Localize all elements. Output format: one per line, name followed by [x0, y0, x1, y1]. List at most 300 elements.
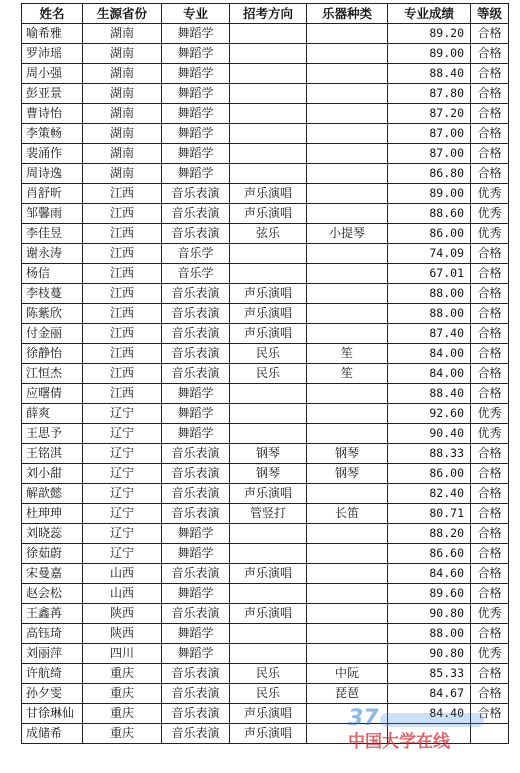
student-name-cell: 刘晓蕊: [22, 524, 83, 544]
grade-cell: 优秀: [471, 404, 509, 424]
instrument-cell: [307, 484, 388, 504]
major-cell: 音乐表演: [162, 284, 230, 304]
student-name-cell: 周小强: [22, 64, 83, 84]
exam-direction-cell: [230, 64, 307, 84]
score-table: [21, 3, 509, 744]
table-row: [22, 404, 509, 424]
col-province-header: 生源省份: [83, 4, 162, 24]
exam-direction-cell: [230, 384, 307, 404]
major-cell: 舞蹈学: [162, 24, 230, 44]
grade-cell: 合格: [471, 64, 509, 84]
exam-direction-cell: [230, 584, 307, 604]
major-cell: 音乐表演: [162, 504, 230, 524]
student-name-cell: 付金丽: [22, 324, 83, 344]
grade-cell: 合格: [471, 344, 509, 364]
exam-direction-cell: [230, 164, 307, 184]
grade-cell: 优秀: [471, 604, 509, 624]
score-cell: 85.33: [388, 664, 471, 684]
instrument-cell: [307, 264, 388, 284]
exam-direction-cell: 管竖打: [230, 504, 307, 524]
instrument-cell: [307, 84, 388, 104]
grade-cell: 优秀: [471, 424, 509, 444]
table-row: [22, 484, 509, 504]
instrument-cell: [307, 24, 388, 44]
province-cell: 辽宁: [83, 444, 162, 464]
exam-direction-cell: [230, 44, 307, 64]
major-cell: 舞蹈学: [162, 424, 230, 444]
score-cell: 84.00: [388, 364, 471, 384]
exam-direction-cell: [230, 84, 307, 104]
major-cell: 舞蹈学: [162, 524, 230, 544]
exam-direction-cell: 声乐演唱: [230, 184, 307, 204]
student-name-cell: 徐茹蔚: [22, 544, 83, 564]
grade-cell: 优秀: [471, 644, 509, 664]
score-cell: 84.60: [388, 564, 471, 584]
major-cell: 舞蹈学: [162, 404, 230, 424]
instrument-cell: [307, 104, 388, 124]
exam-direction-cell: [230, 404, 307, 424]
major-cell: 音乐表演: [162, 704, 230, 724]
exam-direction-cell: 弦乐: [230, 224, 307, 244]
student-name-cell: 杜珅珅: [22, 504, 83, 524]
province-cell: 湖南: [83, 124, 162, 144]
exam-direction-cell: [230, 424, 307, 444]
province-cell: 陕西: [83, 604, 162, 624]
score-cell: 90.80: [388, 604, 471, 624]
score-cell: 88.60: [388, 204, 471, 224]
grade-cell: 合格: [471, 684, 509, 704]
col-score-header: 专业成绩: [388, 4, 471, 24]
table-row: [22, 644, 509, 664]
province-cell: 湖南: [83, 24, 162, 44]
student-name-cell: 喻希雅: [22, 24, 83, 44]
province-cell: 江西: [83, 304, 162, 324]
score-cell: 88.33: [388, 444, 471, 464]
score-cell: 89.60: [388, 584, 471, 604]
instrument-cell: [307, 604, 388, 624]
grade-cell: 合格: [471, 704, 509, 724]
score-cell: 84.40: [388, 704, 471, 724]
instrument-cell: 中阮: [307, 664, 388, 684]
province-cell: 辽宁: [83, 524, 162, 544]
score-cell: 89.00: [388, 44, 471, 64]
student-name-cell: 李佳昱: [22, 224, 83, 244]
score-cell: 86.80: [388, 164, 471, 184]
province-cell: 江西: [83, 184, 162, 204]
score-cell: [388, 724, 471, 744]
grade-cell: 合格: [471, 324, 509, 344]
grade-cell: 合格: [471, 464, 509, 484]
exam-direction-cell: [230, 244, 307, 264]
instrument-cell: [307, 384, 388, 404]
score-cell: 86.00: [388, 464, 471, 484]
table-body: [22, 24, 509, 744]
table-row: [22, 104, 509, 124]
province-cell: 山西: [83, 584, 162, 604]
table-row: [22, 324, 509, 344]
province-cell: 江西: [83, 204, 162, 224]
instrument-cell: 笙: [307, 364, 388, 384]
province-cell: 湖南: [83, 144, 162, 164]
exam-direction-cell: [230, 264, 307, 284]
exam-direction-cell: [230, 524, 307, 544]
grade-cell: 合格: [471, 124, 509, 144]
table-row: [22, 464, 509, 484]
col-name-header: 姓名: [22, 4, 83, 24]
grade-cell: 合格: [471, 364, 509, 384]
grade-cell: 合格: [471, 484, 509, 504]
major-cell: 音乐表演: [162, 444, 230, 464]
province-cell: 江西: [83, 284, 162, 304]
major-cell: 音乐表演: [162, 564, 230, 584]
table-row: [22, 524, 509, 544]
student-name-cell: 谢永涛: [22, 244, 83, 264]
instrument-cell: [307, 564, 388, 584]
table-row: [22, 64, 509, 84]
province-cell: 辽宁: [83, 484, 162, 504]
grade-cell: 合格: [471, 584, 509, 604]
score-cell: 88.00: [388, 624, 471, 644]
grade-cell: 合格: [471, 444, 509, 464]
student-name-cell: 孙夕雯: [22, 684, 83, 704]
table-row: [22, 204, 509, 224]
instrument-cell: 小提琴: [307, 224, 388, 244]
grade-cell: 合格: [471, 44, 509, 64]
score-cell: 88.00: [388, 304, 471, 324]
instrument-cell: [307, 584, 388, 604]
score-cell: 88.00: [388, 284, 471, 304]
exam-direction-cell: 声乐演唱: [230, 204, 307, 224]
major-cell: 音乐表演: [162, 684, 230, 704]
major-cell: 音乐学: [162, 264, 230, 284]
major-cell: 舞蹈学: [162, 164, 230, 184]
exam-direction-cell: 声乐演唱: [230, 604, 307, 624]
table-row: [22, 504, 509, 524]
province-cell: 江西: [83, 344, 162, 364]
watermark-logo-text: 37: [348, 706, 379, 731]
province-cell: 江西: [83, 384, 162, 404]
grade-cell: 合格: [471, 24, 509, 44]
province-cell: 辽宁: [83, 504, 162, 524]
table-row: [22, 684, 509, 704]
exam-direction-cell: [230, 544, 307, 564]
table-row: [22, 424, 509, 444]
province-cell: 山西: [83, 564, 162, 584]
major-cell: 舞蹈学: [162, 84, 230, 104]
exam-direction-cell: 民乐: [230, 664, 307, 684]
major-cell: 音乐表演: [162, 664, 230, 684]
table-row: [22, 564, 509, 584]
table-header: [22, 4, 509, 24]
grade-cell: 合格: [471, 544, 509, 564]
score-cell: 88.40: [388, 384, 471, 404]
province-cell: 重庆: [83, 664, 162, 684]
grade-cell: 合格: [471, 164, 509, 184]
province-cell: 重庆: [83, 704, 162, 724]
table-row: [22, 704, 509, 724]
score-cell: 80.71: [388, 504, 471, 524]
major-cell: 舞蹈学: [162, 144, 230, 164]
exam-direction-cell: 钢琴: [230, 444, 307, 464]
province-cell: 陕西: [83, 624, 162, 644]
table-row: [22, 344, 509, 364]
table-row: [22, 144, 509, 164]
major-cell: 音乐表演: [162, 344, 230, 364]
score-cell: 90.80: [388, 644, 471, 664]
exam-direction-cell: 民乐: [230, 344, 307, 364]
province-cell: 江西: [83, 244, 162, 264]
province-cell: 湖南: [83, 64, 162, 84]
student-name-cell: 裴涌作: [22, 144, 83, 164]
col-grade-header: 等级: [471, 4, 509, 24]
student-name-cell: 薛爽: [22, 404, 83, 424]
table-row: [22, 444, 509, 464]
table-row: [22, 384, 509, 404]
grade-cell: 合格: [471, 624, 509, 644]
major-cell: 音乐表演: [162, 464, 230, 484]
instrument-cell: [307, 544, 388, 564]
instrument-cell: [307, 124, 388, 144]
grade-cell: 合格: [471, 504, 509, 524]
score-cell: 87.00: [388, 124, 471, 144]
score-cell: 87.20: [388, 104, 471, 124]
exam-direction-cell: [230, 104, 307, 124]
exam-direction-cell: 声乐演唱: [230, 484, 307, 504]
instrument-cell: [307, 704, 388, 724]
student-name-cell: 江恒杰: [22, 364, 83, 384]
table-row: [22, 84, 509, 104]
score-cell: 87.40: [388, 324, 471, 344]
major-cell: 音乐表演: [162, 204, 230, 224]
student-name-cell: 邹馨雨: [22, 204, 83, 224]
grade-cell: 合格: [471, 564, 509, 584]
score-cell: 89.00: [388, 184, 471, 204]
instrument-cell: [307, 184, 388, 204]
major-cell: 音乐表演: [162, 324, 230, 344]
student-name-cell: 应曙倩: [22, 384, 83, 404]
table-row: [22, 544, 509, 564]
province-cell: 湖南: [83, 164, 162, 184]
instrument-cell: [307, 144, 388, 164]
table-row: [22, 184, 509, 204]
student-name-cell: 刘丽萍: [22, 644, 83, 664]
major-cell: 音乐表演: [162, 304, 230, 324]
student-name-cell: 宋曼嘉: [22, 564, 83, 584]
province-cell: 江西: [83, 224, 162, 244]
student-name-cell: 李策畅: [22, 124, 83, 144]
score-cell: 88.20: [388, 524, 471, 544]
score-cell: 84.67: [388, 684, 471, 704]
instrument-cell: [307, 324, 388, 344]
instrument-cell: [307, 624, 388, 644]
province-cell: 湖南: [83, 44, 162, 64]
province-cell: 辽宁: [83, 464, 162, 484]
province-cell: 四川: [83, 644, 162, 664]
student-name-cell: 刘小甜: [22, 464, 83, 484]
major-cell: 音乐学: [162, 244, 230, 264]
major-cell: 舞蹈学: [162, 644, 230, 664]
exam-direction-cell: [230, 124, 307, 144]
score-cell: 88.40: [388, 64, 471, 84]
major-cell: 音乐表演: [162, 604, 230, 624]
table-row: [22, 624, 509, 644]
student-name-cell: 解歆懿: [22, 484, 83, 504]
col-major-header: 专业: [162, 4, 230, 24]
score-cell: 92.60: [388, 404, 471, 424]
instrument-cell: [307, 164, 388, 184]
col-direction-header: 招考方向: [230, 4, 307, 24]
score-cell: 89.20: [388, 24, 471, 44]
grade-cell: 合格: [471, 384, 509, 404]
grade-cell: 合格: [471, 84, 509, 104]
province-cell: 江西: [83, 364, 162, 384]
table-row: [22, 224, 509, 244]
header-row: [22, 4, 509, 24]
major-cell: 音乐表演: [162, 724, 230, 744]
col-instrument-header: 乐器种类: [307, 4, 388, 24]
province-cell: 重庆: [83, 724, 162, 744]
instrument-cell: [307, 284, 388, 304]
score-cell: 74.09: [388, 244, 471, 264]
table-row: [22, 44, 509, 64]
province-cell: 辽宁: [83, 424, 162, 444]
major-cell: 舞蹈学: [162, 124, 230, 144]
province-cell: 江西: [83, 324, 162, 344]
student-name-cell: 高钰琦: [22, 624, 83, 644]
grade-cell: 合格: [471, 664, 509, 684]
grade-cell: 优秀: [471, 224, 509, 244]
table-row: [22, 284, 509, 304]
score-cell: 90.40: [388, 424, 471, 444]
student-name-cell: 王鑫苒: [22, 604, 83, 624]
grade-cell: [471, 724, 509, 744]
student-name-cell: 周诗逸: [22, 164, 83, 184]
score-cell: 87.80: [388, 84, 471, 104]
table-row: [22, 364, 509, 384]
instrument-cell: 钢琴: [307, 464, 388, 484]
instrument-cell: [307, 524, 388, 544]
student-name-cell: 罗沛瑶: [22, 44, 83, 64]
major-cell: 舞蹈学: [162, 384, 230, 404]
watermark-subtitle: 中国大学在线: [348, 732, 450, 751]
instrument-cell: [307, 424, 388, 444]
major-cell: 音乐表演: [162, 364, 230, 384]
province-cell: 辽宁: [83, 544, 162, 564]
exam-direction-cell: 声乐演唱: [230, 284, 307, 304]
student-name-cell: 赵会松: [22, 584, 83, 604]
major-cell: 舞蹈学: [162, 544, 230, 564]
score-cell: 82.40: [388, 484, 471, 504]
table-row: [22, 604, 509, 624]
grade-cell: 优秀: [471, 184, 509, 204]
major-cell: 音乐表演: [162, 224, 230, 244]
table-row: [22, 124, 509, 144]
exam-direction-cell: [230, 144, 307, 164]
exam-direction-cell: 钢琴: [230, 464, 307, 484]
score-cell: 84.00: [388, 344, 471, 364]
student-name-cell: 肖舒昕: [22, 184, 83, 204]
exam-direction-cell: 声乐演唱: [230, 564, 307, 584]
exam-direction-cell: 声乐演唱: [230, 724, 307, 744]
instrument-cell: [307, 64, 388, 84]
grade-cell: 合格: [471, 524, 509, 544]
province-cell: 辽宁: [83, 404, 162, 424]
major-cell: 舞蹈学: [162, 44, 230, 64]
province-cell: 重庆: [83, 684, 162, 704]
grade-cell: 优秀: [471, 204, 509, 224]
major-cell: 舞蹈学: [162, 584, 230, 604]
instrument-cell: 笙: [307, 344, 388, 364]
exam-direction-cell: [230, 624, 307, 644]
province-cell: 江西: [83, 264, 162, 284]
exam-direction-cell: 声乐演唱: [230, 304, 307, 324]
student-name-cell: 成储希: [22, 724, 83, 744]
exam-direction-cell: 民乐: [230, 684, 307, 704]
student-name-cell: 王思予: [22, 424, 83, 444]
instrument-cell: [307, 244, 388, 264]
grade-cell: 合格: [471, 244, 509, 264]
instrument-cell: [307, 644, 388, 664]
score-cell: 86.00: [388, 224, 471, 244]
table-row: [22, 724, 509, 744]
instrument-cell: 琵琶: [307, 684, 388, 704]
major-cell: 舞蹈学: [162, 64, 230, 84]
major-cell: 舞蹈学: [162, 624, 230, 644]
major-cell: 音乐表演: [162, 484, 230, 504]
table-row: [22, 584, 509, 604]
student-name-cell: 甘徐琳仙: [22, 704, 83, 724]
instrument-cell: [307, 204, 388, 224]
exam-direction-cell: 声乐演唱: [230, 704, 307, 724]
student-name-cell: 曹诗怡: [22, 104, 83, 124]
table-row: [22, 24, 509, 44]
student-name-cell: 王铭淇: [22, 444, 83, 464]
exam-direction-cell: [230, 24, 307, 44]
grade-cell: 合格: [471, 144, 509, 164]
instrument-cell: [307, 44, 388, 64]
grade-cell: 合格: [471, 104, 509, 124]
table-row: [22, 304, 509, 324]
exam-direction-cell: [230, 644, 307, 664]
student-name-cell: 彭亚景: [22, 84, 83, 104]
province-cell: 湖南: [83, 104, 162, 124]
major-cell: 舞蹈学: [162, 104, 230, 124]
table-row: [22, 264, 509, 284]
score-cell: 86.60: [388, 544, 471, 564]
instrument-cell: [307, 304, 388, 324]
student-name-cell: 杨信: [22, 264, 83, 284]
score-cell: 67.01: [388, 264, 471, 284]
instrument-cell: 钢琴: [307, 444, 388, 464]
instrument-cell: 长笛: [307, 504, 388, 524]
student-name-cell: 徐静怡: [22, 344, 83, 364]
score-cell: 87.00: [388, 144, 471, 164]
grade-cell: 合格: [471, 304, 509, 324]
student-name-cell: 李枝蔓: [22, 284, 83, 304]
grade-cell: 合格: [471, 264, 509, 284]
instrument-cell: [307, 724, 388, 744]
exam-direction-cell: 民乐: [230, 364, 307, 384]
province-cell: 湖南: [83, 84, 162, 104]
table-row: [22, 164, 509, 184]
table-row: [22, 244, 509, 264]
grade-cell: 合格: [471, 284, 509, 304]
student-name-cell: 陈紫欣: [22, 304, 83, 324]
major-cell: 音乐表演: [162, 184, 230, 204]
table-row: [22, 664, 509, 684]
exam-direction-cell: 声乐演唱: [230, 324, 307, 344]
student-name-cell: 许航绮: [22, 664, 83, 684]
